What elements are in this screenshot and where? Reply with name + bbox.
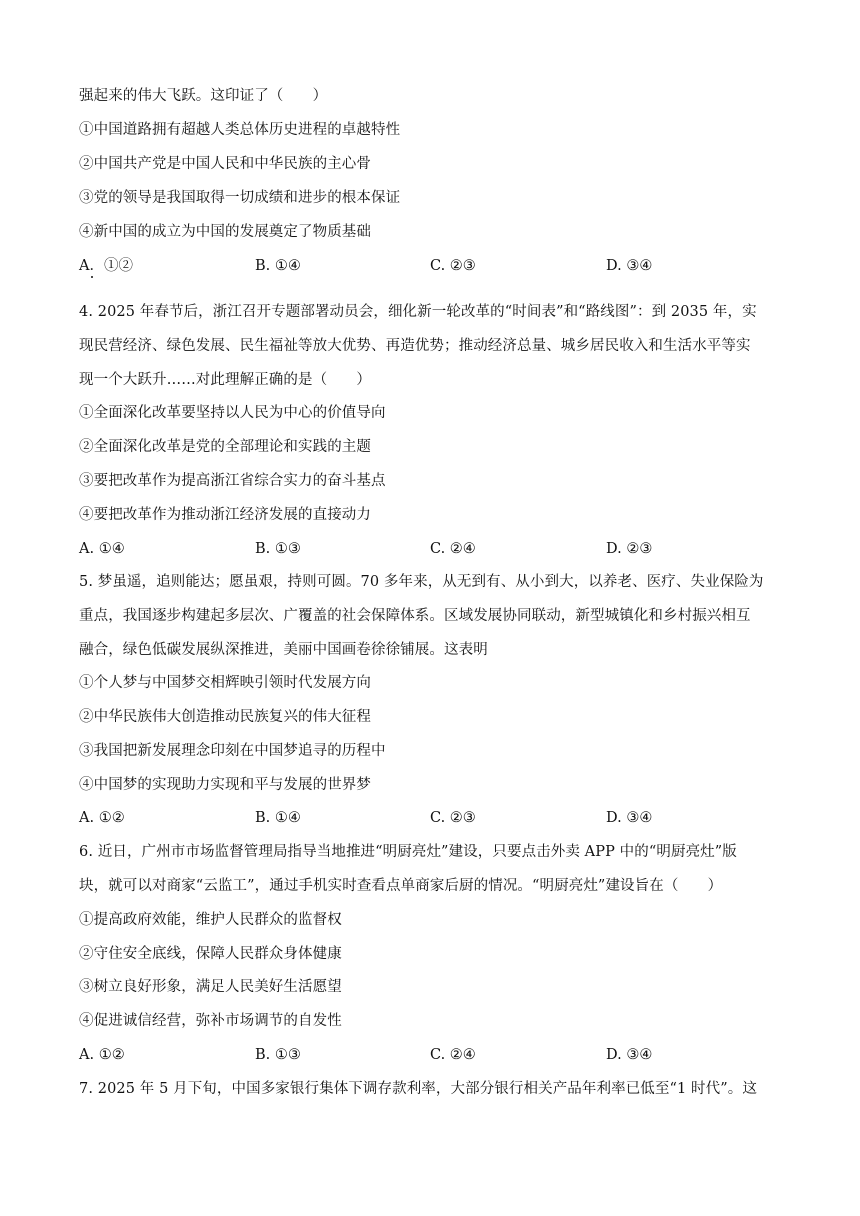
q4-item-2: ②全面深化改革是党的全部理论和实践的主题 <box>79 439 371 455</box>
q6-item-2: ②守住安全底线，保障人民群众身体健康 <box>79 946 342 962</box>
q4-item-3: ③要把改革作为提高浙江省综合实力的奋斗基点 <box>79 473 386 489</box>
q3-stem-tail: 强起来的伟大飞跃。这印证了（ ） <box>79 88 328 104</box>
q6-item-1: ①提高政府效能，维护人民群众的监督权 <box>79 912 342 928</box>
q4-option-a: A. ①④ <box>79 541 125 557</box>
q6-option-a: A. ①② <box>79 1047 125 1063</box>
q6-options <box>79 1045 785 1065</box>
q4-options <box>79 539 785 559</box>
q4-option-d: D. ②③ <box>606 541 653 557</box>
q6-stem-line-2: 块，就可以对商家“云监工”，通过手机实时查看点单商家后厨的情况。“明厨亮灶”建设旨在（ ） <box>79 878 723 894</box>
q5-option-b: B. ①④ <box>255 810 301 826</box>
stray-dot-mark <box>91 276 93 278</box>
q3-option-b: B. ①④ <box>255 258 301 274</box>
q7-stem-line-1: 7. 2025 年 5 月下旬，中国多家银行集体下调存款利率，大部分银行相关产品年利率已低至“1 时代”。这 <box>79 1081 757 1097</box>
q4-item-4: ④要把改革作为推动浙江经济发展的直接动力 <box>79 507 371 523</box>
q3-item-4: ④新中国的成立为中国的发展奠定了物质基础 <box>79 224 371 240</box>
q3-item-1: ①中国道路拥有超越人类总体历史进程的卓越特性 <box>79 122 401 138</box>
q5-item-1: ①个人梦与中国梦交相辉映引领时代发展方向 <box>79 675 371 691</box>
q5-item-3: ③我国把新发展理念印刻在中国梦追寻的历程中 <box>79 743 386 759</box>
q3-options <box>79 256 785 276</box>
q3-option-c: C. ②③ <box>430 258 476 274</box>
q4-stem-line-3: 现一个大跃升……对此理解正确的是（ ） <box>79 372 371 388</box>
q6-stem-line-1: 6. 近日，广州市市场监督管理局指导当地推进“明厨亮灶”建设，只要点击外卖 APP 中的“明厨亮灶”版 <box>79 844 737 860</box>
q6-option-d: D. ③④ <box>606 1047 653 1063</box>
q3-option-d: D. ③④ <box>606 258 653 274</box>
q5-stem-line-3: 融合，绿色低碳发展纵深推进，美丽中国画卷徐徐铺展。这表明 <box>79 642 488 658</box>
q5-item-2: ②中华民族伟大创造推动民族复兴的伟大征程 <box>79 709 371 725</box>
q3-item-3: ③党的领导是我国取得一切成绩和进步的根本保证 <box>79 190 401 206</box>
q6-item-4: ④促进诚信经营，弥补市场调节的自发性 <box>79 1013 342 1029</box>
q5-stem-line-2: 重点，我国逐步构建起多层次、广覆盖的社会保障体系。区域发展协同联动，新型城镇化和乡村振兴相互 <box>79 608 751 624</box>
q4-stem-line-2: 现民营经济、绿色发展、民生福祉等放大优势、再造优势；推动经济总量、城乡居民收入和生活水平等实 <box>79 338 751 354</box>
q3-option-a: A．①② <box>79 258 133 274</box>
q5-option-a: A. ①② <box>79 810 125 826</box>
q4-item-1: ①全面深化改革要坚持以人民为中心的价值导向 <box>79 405 386 421</box>
q5-options <box>79 808 785 828</box>
q5-stem-line-1: 5. 梦虽遥，追则能达；愿虽艰，持则可圆。70 多年来，从无到有、从小到大，以养老、医疗、失业保险为 <box>79 574 764 590</box>
q4-option-c: C. ②④ <box>430 541 476 557</box>
q5-option-d: D. ③④ <box>606 810 653 826</box>
q5-option-c: C. ②③ <box>430 810 476 826</box>
q6-option-b: B. ①③ <box>255 1047 301 1063</box>
q6-item-3: ③树立良好形象，满足人民美好生活愿望 <box>79 979 342 995</box>
q5-item-4: ④中国梦的实现助力实现和平与发展的世界梦 <box>79 777 371 793</box>
q6-option-c: C. ②④ <box>430 1047 476 1063</box>
q4-stem-line-1: 4. 2025 年春节后，浙江召开专题部署动员会，细化新一轮改革的“时间表”和“路线图”：到 2035 年，实 <box>79 304 757 320</box>
q4-option-b: B. ①③ <box>255 541 301 557</box>
q3-item-2: ②中国共产党是中国人民和中华民族的主心骨 <box>79 156 371 172</box>
